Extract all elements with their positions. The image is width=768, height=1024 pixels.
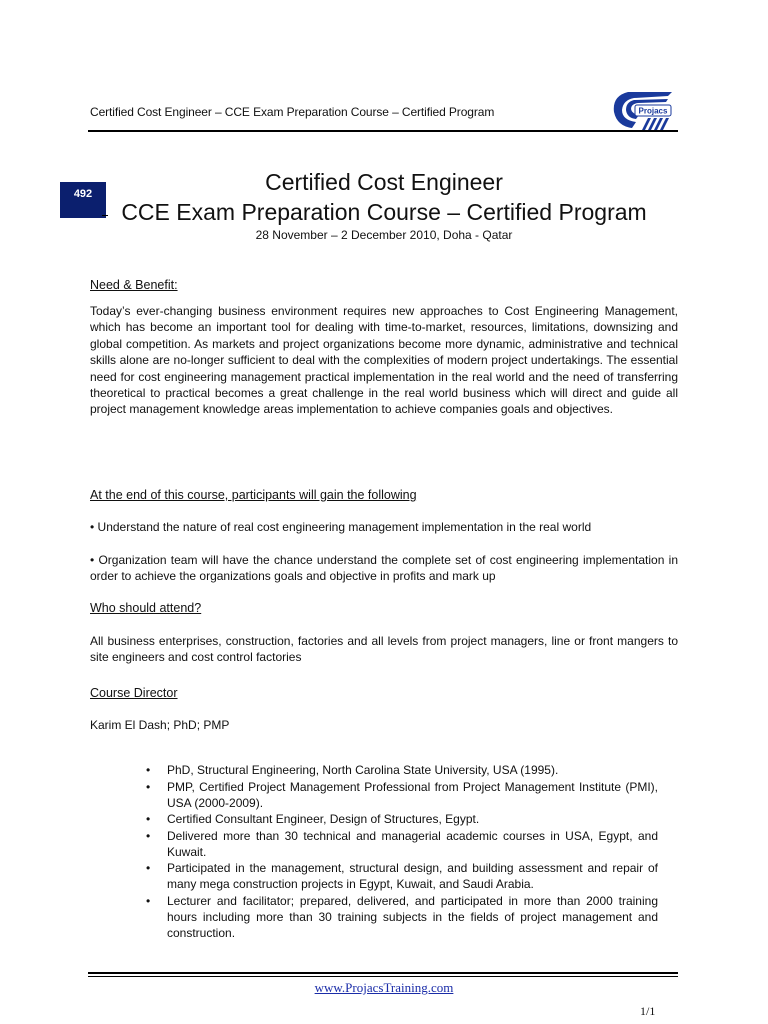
gain-item-2: • Organization team will have the chance understand the complete set of cost engineering implementation in order to achieve the organizations goals and objective in profits and mark up (90, 553, 678, 584)
bullet-icon: • (146, 812, 151, 826)
bullet-icon: • (146, 861, 151, 875)
need-benefit-heading: Need & Benefit: (90, 278, 178, 292)
list-item: • Participated in the management, structural design, and building assessment and repair of many mega construction projects in Egypt, Kuwait, and Saudi Arabia. (146, 861, 658, 891)
bullet-icon: • (146, 828, 151, 843)
director-heading: Course Director (90, 686, 178, 700)
website-link[interactable]: www.ProjacsTraining.com (314, 980, 454, 995)
bullet-icon: • (146, 763, 151, 777)
course-dates: 28 November – 2 December 2010, Doha - Qatar (255, 228, 513, 242)
attend-text: All business enterprises, construction, factories and all levels from project managers, line or front mangers to site engineers and cost control factories (90, 634, 678, 665)
header-title: Certified Cost Engineer – CCE Exam Preparation Course – Certified Program (90, 105, 495, 119)
page-number: 1/1 (640, 1004, 656, 1018)
bullet-icon: • (146, 779, 151, 794)
logo-wordmark: Projacs (638, 106, 668, 116)
bullet-icon: • (146, 893, 151, 908)
gain-item-1: • Understand the nature of real cost engineering management implementation in the real world (90, 520, 592, 534)
course-number-badge: 492 (60, 182, 106, 218)
need-benefit-text: Today’s ever-changing business environment requires new approaches to Cost Engineering Management, which has become an important tool for dealing with time-to-market, resources, limitations, downsizing and global competition. As markets and project organizations become more dynamic, administrative and technical skills alone are no-longer sufficient to deal with the complexities of modern project undertakings. The essential need for cost engineering management practical implementation in the real world and the need of transferring theoretical to practical becomes a great challenge in the real world business which will direct and guide all project management knowledge areas implementation to achieve companies goals and objectives. (90, 304, 678, 417)
attend-heading: Who should attend? (90, 601, 202, 615)
footer-divider-thin (88, 976, 678, 977)
footer-divider (88, 972, 678, 974)
list-item: • Delivered more than 30 technical and managerial academic courses in USA, Egypt, and Kuwait. (146, 828, 658, 859)
list-item: • Lecturer and facilitator; prepared, delivered, and participated in more than 2000 training hours including more than 30 training subjects in the fields of project management and construction. (146, 893, 658, 940)
list-item: • Certified Consultant Engineer, Design of Structures, Egypt. (146, 812, 480, 826)
page-title: Certified Cost Engineer (265, 169, 503, 195)
list-item: • PMP, Certified Project Management Professional from Project Management Institute (PMI), USA (2000-2009). (146, 779, 658, 810)
director-name: Karim El Dash; PhD; PMP (90, 718, 230, 732)
header-divider (88, 130, 678, 132)
page-subtitle-main: CCE Exam Preparation Course – Certified Program (121, 199, 647, 225)
gain-heading: At the end of this course, participants will gain the following (90, 488, 417, 502)
list-item: • PhD, Structural Engineering, North Carolina State University, USA (1995). (146, 763, 559, 777)
director-credentials (146, 762, 658, 941)
projacs-logo (608, 88, 676, 132)
